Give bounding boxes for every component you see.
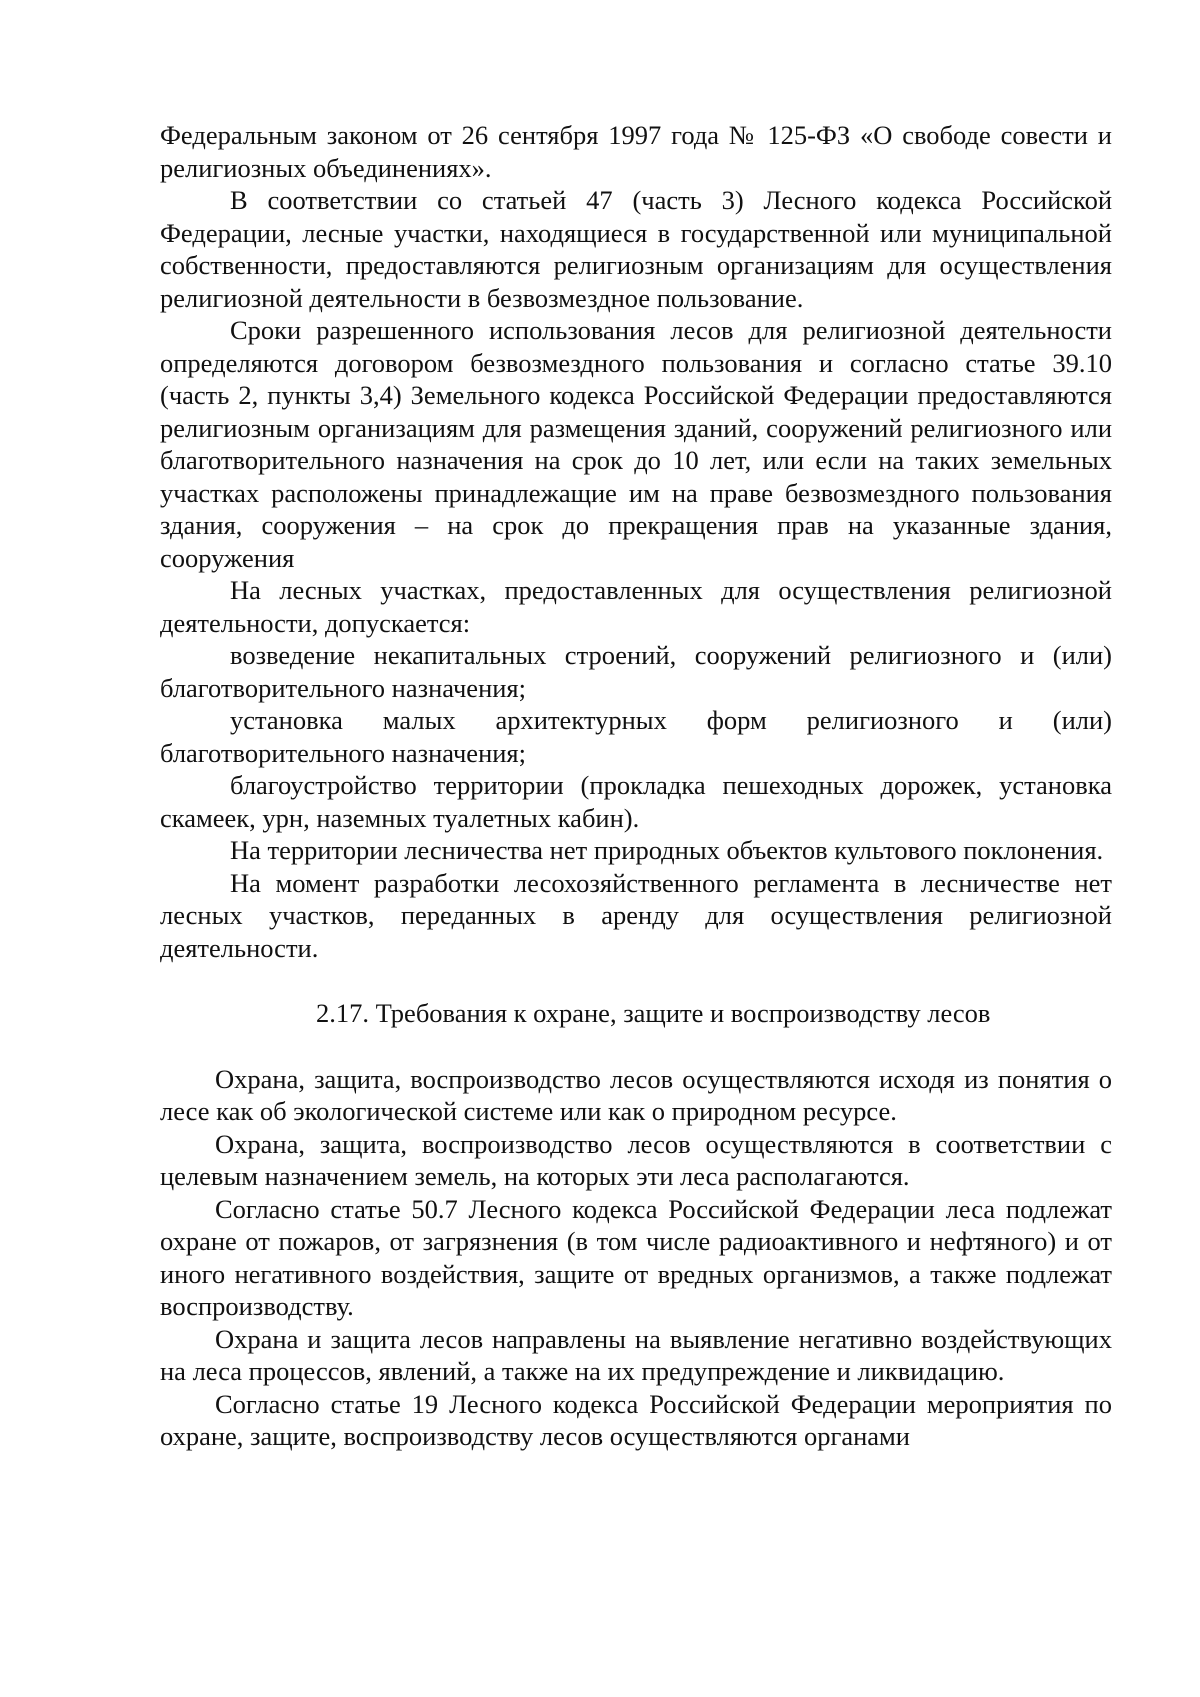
paragraph: Согласно статье 50.7 Лесного кодекса Российской Федерации леса подлежат охране от пожаров, от загрязнения (в том числе радиоактивного и нефтяного) и от иного негативного воздействия, защите от вредных организмов, а также подлежат воспроизводству.	[160, 1193, 1112, 1321]
section-heading-wrap	[160, 997, 1112, 1030]
section-heading: 2.17. Требования к охране, защите и воспроизводству лесов	[316, 998, 991, 1028]
list-item: возведение некапитальных строений, сооружений религиозного и (или) благотворительного назначения;	[160, 640, 1112, 703]
paragraph: Согласно статье 19 Лесного кодекса Российской Федерации мероприятия по охране, защите, воспроизводству лесов осуществляются органами	[160, 1388, 1112, 1451]
paragraph: Сроки разрешенного использования лесов для религиозной деятельности определяются договором безвозмездного пользования и согласно статье 39.10 (часть 2, пункты 3,4) Земельного кодекса Российской Федерации предоставляются религиозным организациям для размещения зданий, сооружений религиозного или благотворительного назначения на срок до 10 лет, или если на таких земельных участках расположены принадлежащие им на праве безвозмездного пользования здания, сооружения – на срок до прекращения прав на указанные здания, сооружения	[160, 315, 1112, 573]
paragraph: Охрана, защита, воспроизводство лесов осуществляются в соответствии с целевым назначением земель, на которых эти леса располагаются.	[160, 1128, 1112, 1191]
section-religious-activity	[160, 119, 1112, 964]
paragraph: На момент разработки лесохозяйственного регламента в лесничестве нет лесных участков, переданных в аренду для осуществления религиозной деятельности.	[160, 867, 1112, 963]
paragraph: Федеральным законом от 26 сентября 1997 года № 125-ФЗ «О свободе совести и религиозных объединениях».	[160, 120, 1112, 183]
paragraph: Охрана и защита лесов направлены на выявление негативно воздействующих на леса процессов, явлений, а также на их предупреждение и ликвидацию.	[160, 1323, 1112, 1386]
paragraph: На территории лесничества нет природных объектов культового поклонения.	[230, 835, 1104, 865]
list-item: установка малых архитектурных форм религиозного и (или) благотворительного назначения;	[160, 705, 1112, 768]
paragraph: Охрана, защита, воспроизводство лесов осуществляются исходя из понятия о лесе как об экологической системе или как о природном ресурсе.	[160, 1063, 1112, 1126]
paragraph: В соответствии со статьей 47 (часть 3) Лесного кодекса Российской Федерации, лесные участки, находящиеся в государственной или муниципальной собственности, предоставляются религиозным организациям для осуществления религиозной деятельности в безвозмездное пользование.	[160, 185, 1112, 313]
paragraph: На лесных участках, предоставленных для осуществления религиозной деятельности, допускается:	[160, 575, 1112, 638]
list-item: благоустройство территории (прокладка пешеходных дорожек, установка скамеек, урн, наземных туалетных кабин).	[160, 770, 1112, 833]
section-forest-protection	[160, 1063, 1112, 1453]
